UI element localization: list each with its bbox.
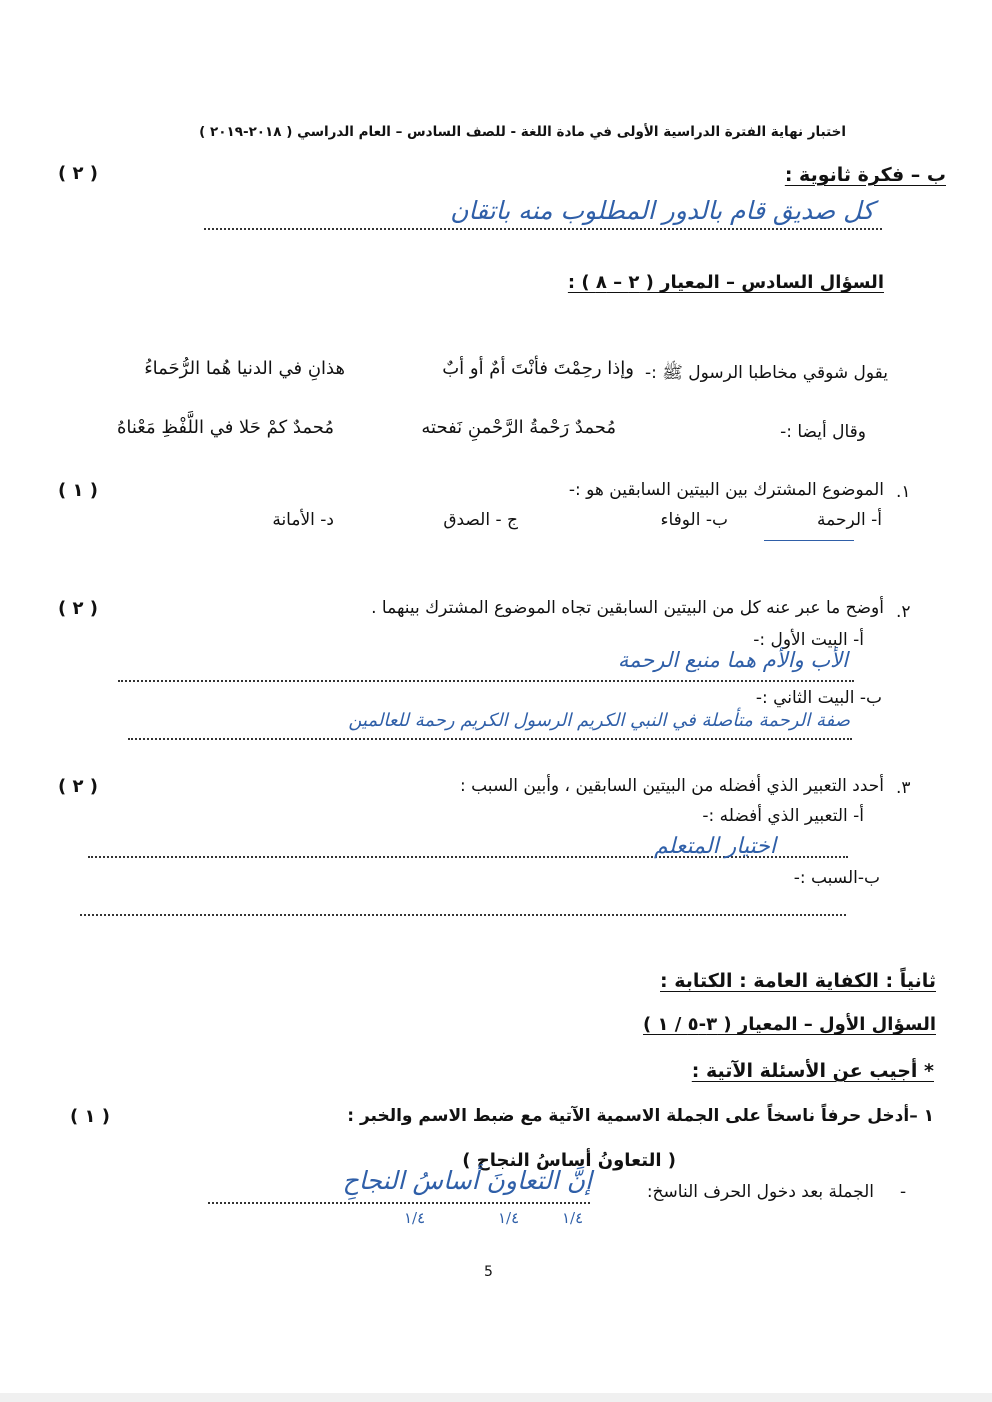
option-a-underline bbox=[764, 540, 854, 541]
item3-b-label: ب-السبب :- bbox=[793, 868, 880, 888]
option-a: أ- الرحمة bbox=[817, 510, 882, 530]
grading-fraction: ١/٤ bbox=[562, 1209, 584, 1227]
item2-a-label: أ- البيت الأول :- bbox=[753, 630, 864, 650]
s2-item1-mark: ( ١ ) bbox=[70, 1106, 110, 1127]
page-bottom-edge bbox=[0, 1393, 992, 1402]
item3-a-label: أ- التعبير الذي أفضله :- bbox=[702, 806, 864, 826]
section2-title: ثانياً : الكفاية العامة : الكتابة : bbox=[660, 970, 936, 992]
verse1-hemistich2: هذانِ في الدنيا هُما الرُّحَماءُ bbox=[144, 358, 345, 379]
answer-line bbox=[128, 738, 852, 740]
option-b: ب- الوفاء bbox=[660, 510, 728, 530]
option-c: ج - الصدق bbox=[443, 510, 518, 530]
verse2-hemistich1: مُحمدٌ رَحْمةُ الرَّحْمنِ نَفحته bbox=[421, 417, 616, 438]
secondary-idea-label: ب – فكرة ثانوية : bbox=[784, 164, 946, 186]
grading-fraction: ١/٤ bbox=[498, 1209, 520, 1227]
handwritten-answer: صفة الرحمة متأصلة في النبي الكريم الرسول الكريم رحمة للعالمين bbox=[348, 710, 850, 731]
section2-q1-title: السؤال الأول – المعيار ( ٣-٥ / ١ ) bbox=[643, 1014, 936, 1035]
answer-line bbox=[118, 680, 854, 682]
verse1-hemistich1: وإذا رحِمْتَ فأنْتَ أمٌ أو أبٌ bbox=[442, 358, 634, 379]
item2-mark: ( ٢ ) bbox=[58, 598, 98, 619]
handwritten-answer: كل صديق قام بالدور المطلوب منه باتقان bbox=[450, 196, 874, 225]
item1-number: .١ bbox=[896, 482, 911, 502]
handwritten-answer: الأب والأم هما منبع الرحمة bbox=[617, 648, 848, 672]
section2-instruction: * أجيب عن الأسئلة الآتية : bbox=[691, 1060, 934, 1082]
option-d: د- الأمانة bbox=[272, 510, 334, 530]
item3-mark: ( ٢ ) bbox=[58, 776, 98, 797]
q6-title: السؤال السادس – المعيار ( ٢ – ٨ ) : bbox=[567, 272, 884, 293]
secondary-idea-mark: ( ٢ ) bbox=[58, 163, 98, 184]
exam-header: اختبار نهاية الفترة الدراسية الأولى في مادة اللغة - للصف السادس – العام الدراسي ( ٢٠١٨-٢٠١٩ ) bbox=[199, 124, 846, 140]
item2-number: .٢ bbox=[896, 602, 911, 622]
page-number: 5 bbox=[484, 1264, 493, 1280]
handwritten-answer: إنَّ التعاونَ أساسُ النجاحِ bbox=[342, 1166, 592, 1195]
item2-b-label: ب- البيت الثاني :- bbox=[755, 688, 882, 708]
s2-item1-answer-label: الجملة بعد دخول الحرف الناسخ: bbox=[646, 1182, 874, 1202]
item3-number: .٣ bbox=[896, 778, 911, 798]
verse2-hemistich2: مُحمدٌ كمْ حَلا في اللَّفْظِ مَعْناهُ bbox=[116, 417, 334, 438]
s2-item1-sentence: ( التعاونُ أساسُ النجاح ) bbox=[462, 1150, 676, 1171]
item2-question: أوضح ما عبر عنه كل من البيتين السابقين تجاه الموضوع المشترك بينهما . bbox=[371, 598, 884, 618]
handwritten-answer: اختيار المتعلم bbox=[653, 834, 776, 859]
s2-item1-question: ١ –أدخل حرفاً ناسخاً على الجملة الاسمية الآتية مع ضبط الاسم والخبر : bbox=[347, 1106, 934, 1126]
answer-line bbox=[208, 1202, 590, 1204]
item1-mark: ( ١ ) bbox=[58, 480, 98, 501]
answer-line bbox=[80, 914, 846, 916]
item1-question: الموضوع المشترك بين البيتين السابقين هو :- bbox=[568, 480, 884, 500]
grading-fraction: ١/٤ bbox=[404, 1209, 426, 1227]
verse2-intro: وقال أيضا :- bbox=[780, 422, 866, 442]
bullet-dash: - bbox=[900, 1182, 907, 1202]
answer-line bbox=[204, 228, 882, 230]
item3-question: أحدد التعبير الذي أفضله من البيتين السابقين ، وأبين السبب : bbox=[459, 776, 884, 796]
verse1-intro: يقول شوقي مخاطبا الرسول ﷺ :- bbox=[645, 363, 888, 383]
